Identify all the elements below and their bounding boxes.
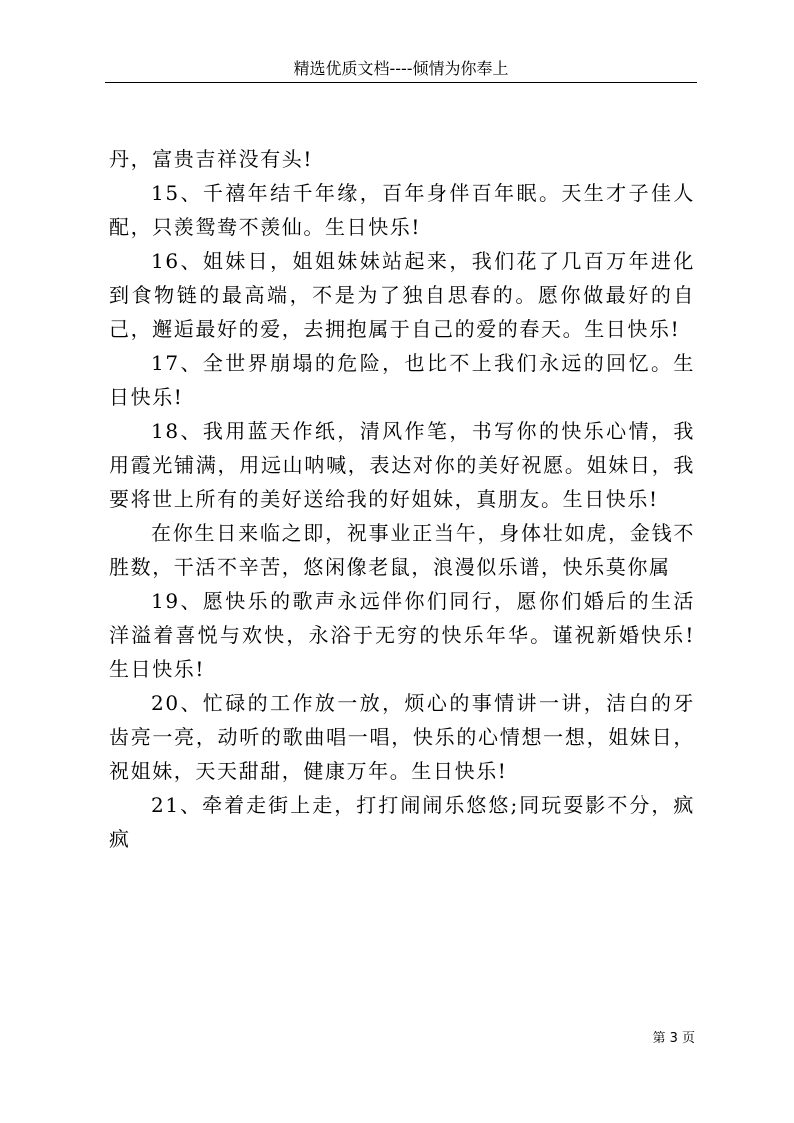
page-footer: [652, 1031, 695, 1047]
paragraph: 20、忙碌的工作放一放，烦心的事情讲一讲，洁白的牙齿亮一亮，动听的歌曲唱一唱，快乐的心情想一想，姐妹日，祝姐妹，天天甜甜，健康万年。生日快乐!: [109, 691, 695, 783]
paragraph: 15、千禧年结千年缘，百年身伴百年眠。天生才子佳人配，只羡鸳鸯不羡仙。生日快乐!: [109, 181, 695, 239]
paragraph: 17、全世界崩塌的危险，也比不上我们永远的回忆。生日快乐!: [109, 351, 695, 409]
paragraph: 丹，富贵吉祥没有头!: [109, 147, 314, 171]
paragraph: 19、愿快乐的歌声永远伴你们同行，愿你们婚后的生活洋溢着喜悦与欢快，永浴于无穷的快乐年华。谨祝新婚快乐!生日快乐!: [109, 589, 695, 681]
paragraph: 在你生日来临之即，祝事业正当午，身体壮如虎，金钱不胜数，干活不辛苦，悠闲像老鼠，浪漫似乐谱，快乐莫你属: [109, 521, 695, 579]
paragraph: 21、牵着走街上走，打打闹闹乐悠悠;同玩耍影不分，疯疯: [109, 793, 695, 851]
document-body: [109, 142, 695, 856]
header-title: 精选优质文档----倾情为你奉上: [293, 59, 509, 78]
paragraph: 16、姐妹日，姐姐妹妹站起来，我们花了几百万年进化到食物链的最高端，不是为了独自思春的。愿你做最好的自己，邂逅最好的爱，去拥抱属于自己的爱的春天。生日快乐!: [109, 249, 695, 341]
page-header: [105, 58, 697, 83]
paragraph: 18、我用蓝天作纸，清风作笔，书写你的快乐心情，我用霞光铺满，用远山呐喊，表达对你的美好祝愿。姐妹日，我要将世上所有的美好送给我的好姐妹，真朋友。生日快乐!: [109, 419, 695, 511]
page-number: 第 3 页: [652, 1031, 695, 1046]
